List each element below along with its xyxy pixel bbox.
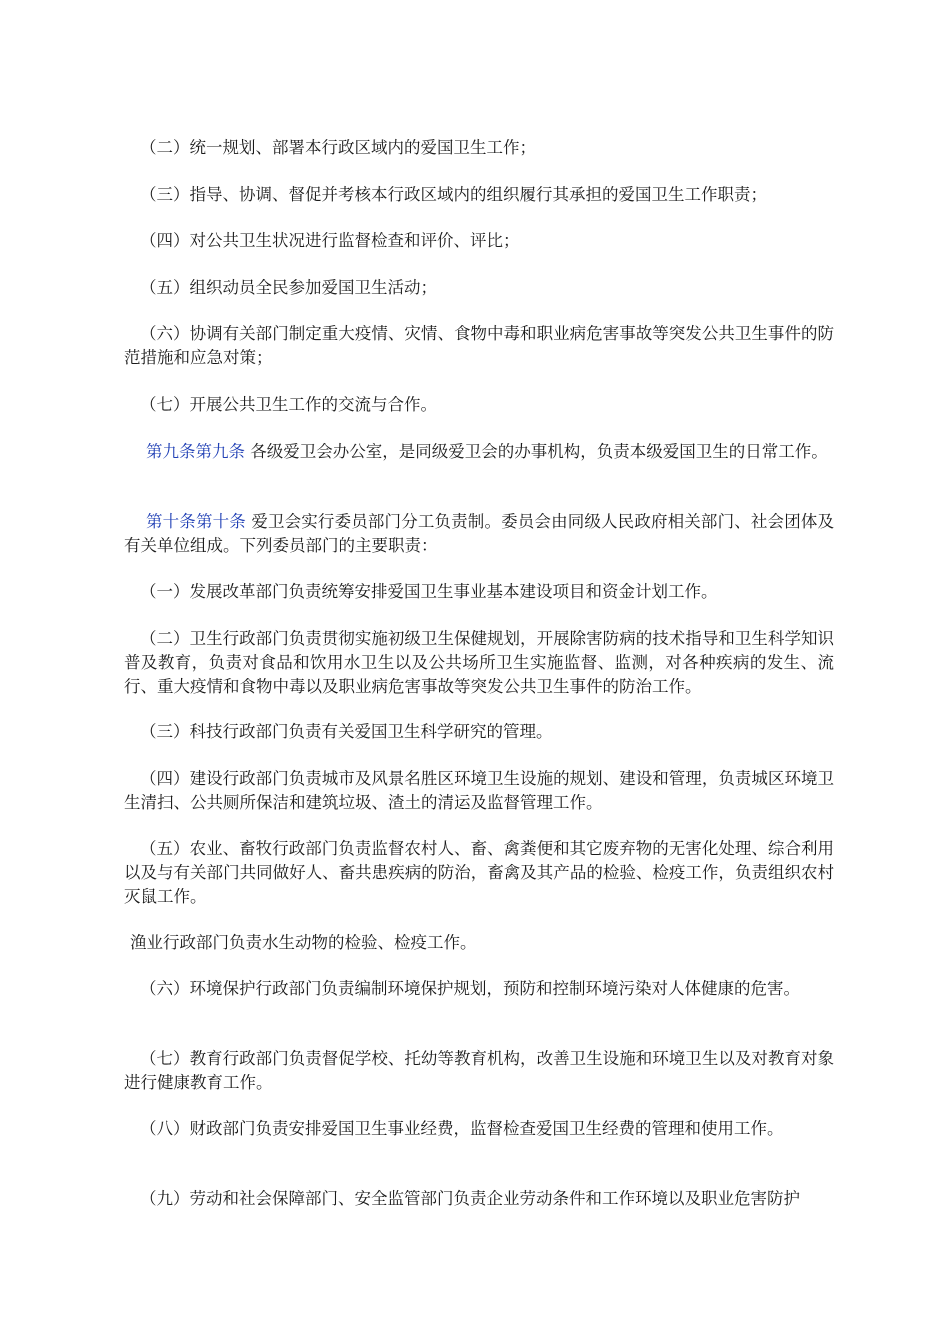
- clause-7-exchange: （七）开展公共卫生工作的交流与合作。: [140, 395, 437, 414]
- duty-1-development-reform: （一）发展改革部门负责统筹安排爱国卫生事业基本建设项目和资金计划工作。: [140, 582, 718, 601]
- duty-fishery: 渔业行政部门负责水生动物的检验、检疫工作。: [130, 933, 477, 952]
- duty-3-science-tech: （三）科技行政部门负责有关爱国卫生科学研究的管理。: [140, 722, 553, 741]
- clause-5-mobilize: （五）组织动员全民参加爱国卫生活动；: [140, 278, 437, 297]
- article-10-text: 爱卫会实行委员部门分工负责制。委员会由同级人民政府相关部门、社会团体及有关单位组成。下列委员部门的主要职责：: [124, 512, 835, 555]
- duty-2-health-admin: （二）卫生行政部门负责贯彻实施初级卫生保健规划，开展除害防病的技术指导和卫生科学知识普及教育，负责对食品和饮用水卫生以及公共场所卫生实施监督、监测，对各种疾病的发生、流行、重大疫情和食物中毒以及职业病危害事故等突发公共卫生事件的防治工作。: [124, 629, 834, 696]
- duty-5-agriculture: （五）农业、畜牧行政部门负责监督农村人、畜、禽粪便和其它废弃物的无害化处理、综合利用以及与有关部门共同做好人、畜共患疾病的防治，畜禽及其产品的检验、检疫工作，负责组织农村灭鼠工作。: [124, 839, 834, 906]
- duty-8-finance: （八）财政部门负责安排爱国卫生事业经费，监督检查爱国卫生经费的管理和使用工作。: [140, 1119, 784, 1138]
- article-10-label: 第十条第十条: [146, 512, 246, 531]
- article-9: [124, 440, 834, 464]
- article-9-label: 第九条第九条: [146, 442, 245, 461]
- article-9-text: 各级爱卫会办公室，是同级爱卫会的办事机构，负责本级爱国卫生的日常工作。: [245, 442, 828, 461]
- duty-9-labor: （九）劳动和社会保障部门、安全监管部门负责企业劳动条件和工作环境以及职业危害防护: [140, 1189, 800, 1208]
- duty-6-environment: （六）环境保护行政部门负责编制环境保护规划，预防和控制环境污染对人体健康的危害。: [140, 979, 800, 998]
- clause-2-unified-planning: （二）统一规划、部署本行政区域内的爱国卫生工作；: [140, 138, 536, 157]
- duty-7-education: （七）教育行政部门负责督促学校、托幼等教育机构，改善卫生设施和环境卫生以及对教育对象进行健康教育工作。: [124, 1049, 834, 1092]
- article-10: [124, 510, 834, 558]
- duty-4-construction: （四）建设行政部门负责城市及风景名胜区环境卫生设施的规划、建设和管理，负责城区环境卫生清扫、公共厕所保洁和建筑垃圾、渣土的清运及监督管理工作。: [124, 769, 834, 812]
- clause-3-guide-coordinate: （三）指导、协调、督促并考核本行政区域内的组织履行其承担的爱国卫生工作职责；: [140, 185, 767, 204]
- clause-4-supervision: （四）对公共卫生状况进行监督检查和评价、评比；: [140, 231, 520, 250]
- clause-6-coordinate-emergency: （六）协调有关部门制定重大疫情、灾情、食物中毒和职业病危害事故等突发公共卫生事件的防范措施和应急对策；: [124, 324, 834, 367]
